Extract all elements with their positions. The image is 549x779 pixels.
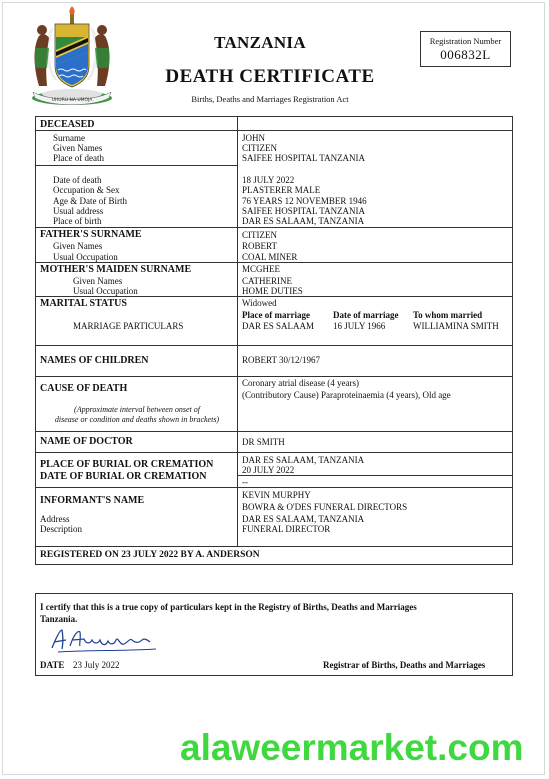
mother-given-label: Given Names: [73, 276, 123, 286]
certification-line-2: Tanzania.: [40, 614, 78, 624]
marriage-particulars-label: MARRIAGE PARTICULARS: [73, 321, 184, 331]
row-divider: [35, 165, 238, 166]
row-divider: [35, 376, 513, 377]
country-title: TANZANIA: [214, 33, 306, 52]
occupation-sex-label: Occupation & Sex: [53, 185, 120, 195]
mother-occupation-value: HOME DUTIES: [242, 286, 303, 296]
registrar-signature: [46, 626, 161, 654]
place-of-death-label: Place of death: [53, 153, 104, 163]
burial-date-value: 20 JULY 2022: [242, 465, 295, 475]
age-dob-value: 76 YEARS 12 NOVEMBER 1946: [242, 196, 367, 206]
cause-line-2: (Contributory Cause) Paraproteinaemia (4 years), Old age: [242, 390, 451, 400]
cause-note-line-2: disease or condition and deaths shown in brackets): [54, 415, 220, 424]
place-of-death-value: SAIFEE HOSPITAL TANZANIA: [242, 153, 366, 163]
marital-status-heading: MARITAL STATUS: [40, 298, 127, 309]
registration-number-label: Registration Number: [429, 36, 502, 46]
surname-value: JOHN: [242, 133, 266, 143]
row-divider: [35, 227, 513, 228]
cause-line-1: Coronary atrial disease (4 years): [242, 378, 359, 388]
row-divider: [35, 452, 513, 453]
father-given-label: Given Names: [53, 241, 103, 251]
doctor-value: DR SMITH: [242, 437, 285, 447]
place-of-birth-value: DAR ES SALAAM, TANZANIA: [242, 216, 365, 226]
occupation-sex-value: PLASTERER MALE: [242, 185, 321, 195]
usual-address-label: Usual address: [53, 206, 104, 216]
registered-line: REGISTERED ON 23 JULY 2022 BY A. ANDERSON: [40, 550, 260, 560]
cause-of-death-heading: CAUSE OF DEATH: [40, 383, 128, 394]
children-heading: NAMES OF CHILDREN: [40, 355, 149, 366]
date-of-marriage-value: 16 JULY 1966: [333, 321, 386, 331]
informant-address-label: Address: [40, 514, 70, 524]
marital-status-value: Widowed: [242, 298, 277, 308]
mother-occupation-label: Usual Occupation: [73, 286, 138, 296]
row-divider: [35, 431, 513, 432]
age-dob-label: Age & Date of Birth: [53, 196, 127, 206]
burial-dashes: --: [242, 477, 248, 487]
burial-date-heading: DATE OF BURIAL OR CREMATION: [40, 471, 207, 482]
place-of-marriage-value: DAR ES SALAAM: [242, 321, 315, 331]
father-occupation-label: Usual Occupation: [53, 252, 118, 262]
children-value: ROBERT 30/12/1967: [242, 355, 321, 365]
document-title: DEATH CERTIFICATE: [165, 66, 375, 87]
given-names-value: CITIZEN: [242, 143, 277, 153]
coat-of-arms-emblem: [25, 6, 120, 108]
burial-sub-divider: [238, 475, 513, 476]
mother-given-value: CATHERINE: [242, 276, 292, 286]
registration-number-box: [420, 31, 511, 67]
place-of-birth-label: Place of birth: [53, 216, 102, 226]
row-divider: [35, 546, 513, 547]
surname-label: Surname: [53, 133, 85, 143]
usual-address-value: SAIFEE HOSPITAL TANZANIA: [242, 206, 366, 216]
certification-line-1: I certify that this is a true copy of particulars kept in the Registry of Births, Deaths and Marriages: [40, 602, 417, 612]
informant-name-value: KEVIN MURPHY: [242, 490, 311, 500]
given-names-label: Given Names: [53, 143, 103, 153]
date-of-death-label: Date of death: [53, 175, 102, 185]
informant-description-value: FUNERAL DIRECTOR: [242, 524, 331, 534]
father-given-value: ROBERT: [242, 241, 277, 251]
mother-surname-value: MCGHEE: [242, 264, 280, 274]
watermark-text: alaweermarket.com: [180, 727, 524, 768]
cause-note-line-1: (Approximate interval between onset of: [74, 405, 200, 414]
informant-company-value: BOWRA & O'DES FUNERAL DIRECTORS: [242, 502, 408, 512]
row-divider: [35, 296, 513, 297]
burial-place-heading: PLACE OF BURIAL OR CREMATION: [40, 459, 214, 470]
column-divider: [237, 116, 238, 546]
informant-heading: INFORMANT'S NAME: [40, 495, 145, 506]
mother-heading: MOTHER'S MAIDEN SURNAME: [40, 264, 192, 275]
act-subtitle: Births, Deaths and Marriages Registration Act: [191, 94, 349, 104]
to-whom-married-header: To whom married: [413, 310, 483, 320]
father-heading: FATHER'S SURNAME: [40, 229, 142, 240]
date-of-death-value: 18 JULY 2022: [242, 175, 295, 185]
cause-note: [40, 405, 234, 425]
certification-date-label: DATE: [40, 660, 65, 670]
place-of-marriage-header: Place of marriage: [242, 310, 310, 320]
spouse-value: WILLIAMINA SMITH: [413, 321, 499, 331]
informant-address-value: DAR ES SALAAM, TANZANIA: [242, 514, 365, 524]
informant-description-label: Description: [40, 524, 82, 534]
registration-number: 006832L: [440, 47, 491, 62]
doctor-heading: NAME OF DOCTOR: [40, 436, 133, 447]
row-divider: [35, 487, 513, 488]
burial-place-value: DAR ES SALAAM, TANZANIA: [242, 455, 365, 465]
certification-date-value: 23 July 2022: [73, 660, 120, 670]
row-divider: [35, 130, 513, 131]
row-divider: [35, 345, 513, 346]
deceased-heading: DECEASED: [40, 119, 95, 130]
registrar-title: Registrar of Births, Deaths and Marriages: [323, 660, 486, 670]
row-divider: [35, 262, 513, 263]
father-occupation-value: COAL MINER: [242, 252, 298, 262]
date-of-marriage-header: Date of marriage: [333, 310, 399, 320]
father-surname-value: CITIZEN: [242, 230, 277, 240]
emblem-motto: UHURU NA UMOJA: [51, 98, 93, 103]
